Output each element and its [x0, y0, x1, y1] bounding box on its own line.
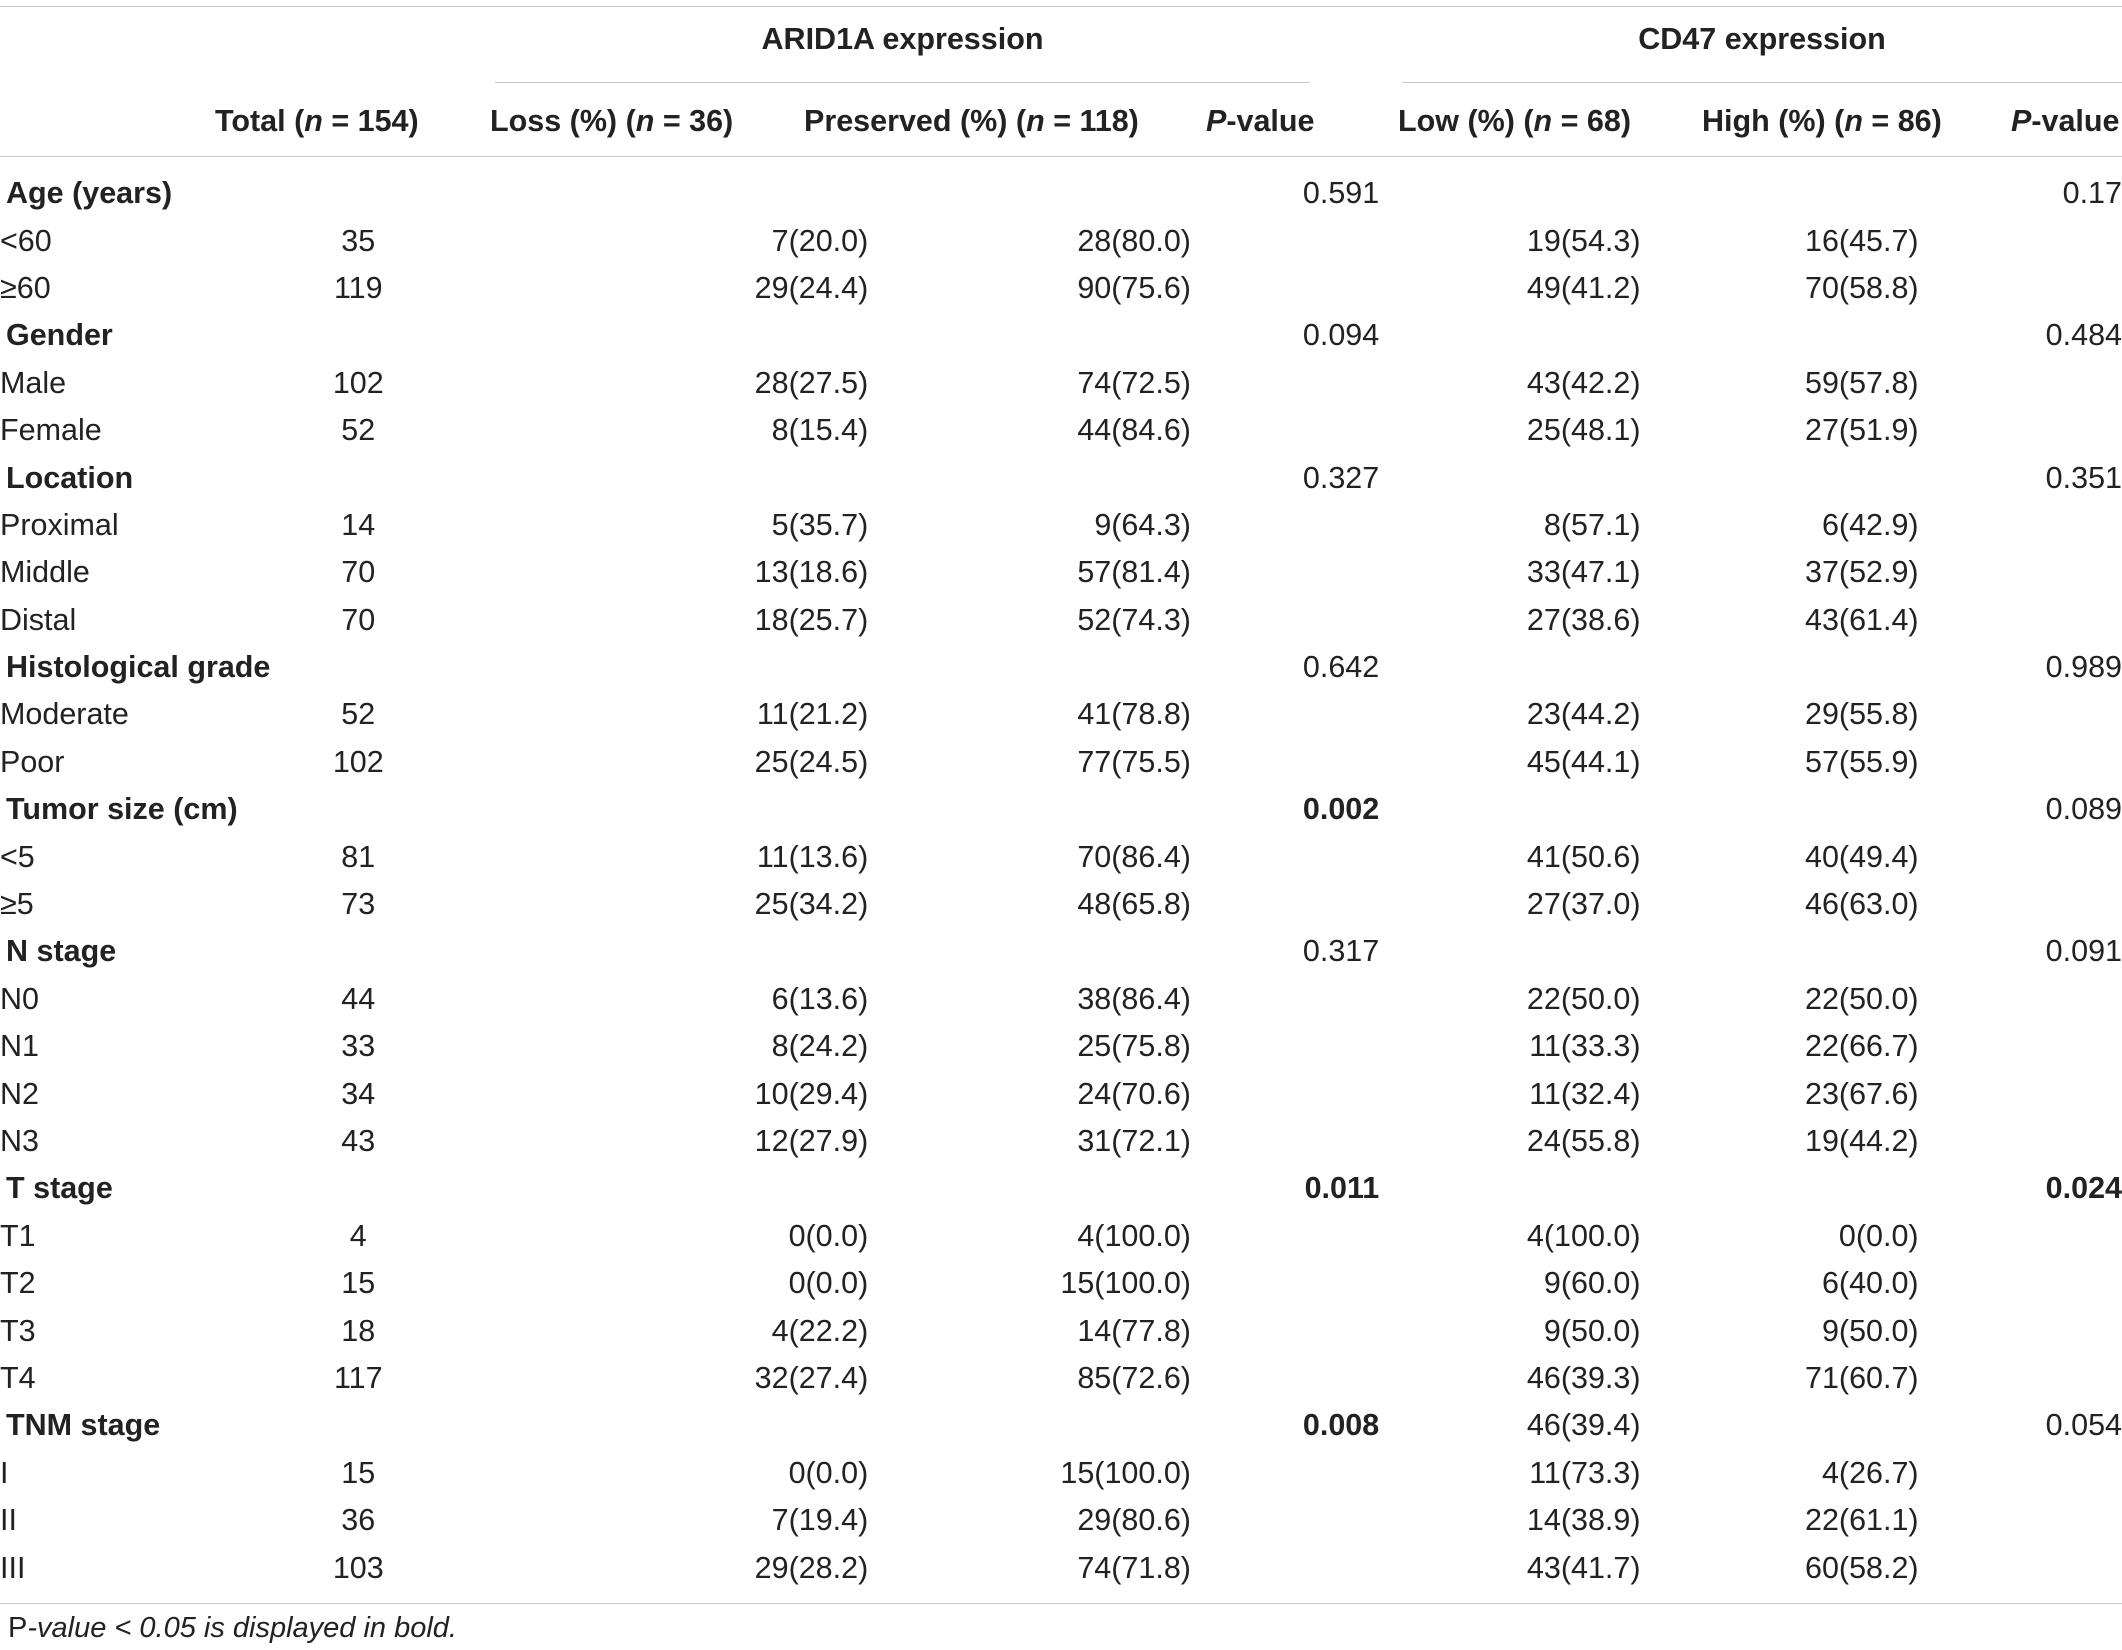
cd47-low-cell: 9(60.0)	[1543, 1266, 1641, 1301]
row-label: II	[0, 1503, 17, 1538]
cd47-low-cell: 43(41.7)	[1526, 1550, 1641, 1585]
total-cell	[270, 454, 446, 501]
cd47-high-cell: 57(55.9)	[1804, 744, 1919, 779]
cd47-low-cell: 4(100.0)	[1526, 1218, 1641, 1253]
cd47-low-cell: 11(32.4)	[1529, 1076, 1641, 1111]
preserved-cell: 15(100.0)	[1060, 1266, 1191, 1301]
cd47-high-cell: 9(50.0)	[1821, 1313, 1919, 1348]
preserved-cell: 77(75.5)	[1077, 744, 1191, 779]
col-header-pvalue-arid: P-value	[1206, 104, 1315, 138]
preserved-cell	[868, 454, 1191, 501]
cd47-high-cell: 46(63.0)	[1804, 887, 1919, 922]
cd47-high-cell	[1641, 1165, 1919, 1212]
row-label: N1	[0, 1029, 39, 1064]
loss-cell: 7(19.4)	[771, 1503, 869, 1538]
loss-cell: 0(0.0)	[788, 1266, 869, 1301]
row-label: ≥60	[0, 270, 51, 305]
preserved-cell: 9(64.3)	[1094, 507, 1191, 542]
table-row	[0, 217, 2122, 264]
row-label: Age (years)	[6, 176, 173, 211]
cd47-high-cell: 23(67.6)	[1804, 1076, 1919, 1111]
cd47-pvalue-cell	[1919, 833, 2122, 880]
preserved-cell	[868, 1165, 1191, 1212]
total-cell: 43	[341, 1124, 376, 1158]
cd47-group-header: CD47 expression	[1638, 22, 1886, 56]
cd47-pvalue-cell: 0.17	[2062, 176, 2122, 211]
cd47-high-cell: 22(50.0)	[1804, 981, 1919, 1016]
col-header-loss: Loss (%) (n = 36)	[490, 104, 734, 138]
total-cell	[270, 1402, 446, 1449]
cd47-high-cell: 19(44.2)	[1804, 1124, 1919, 1158]
cd47-low-cell: 46(39.3)	[1526, 1360, 1641, 1395]
table-row	[0, 1023, 2122, 1070]
row-label: Gender	[6, 318, 113, 353]
total-cell: 15	[341, 1266, 376, 1301]
total-cell: 73	[341, 887, 376, 922]
cd47-high-cell: 70(58.8)	[1804, 270, 1919, 305]
row-label: Histological grade	[6, 650, 271, 685]
arid1a-pvalue-cell: 0.591	[1302, 176, 1380, 211]
cd47-low-cell: 27(37.0)	[1526, 887, 1641, 922]
total-cell: 52	[341, 697, 376, 732]
cd47-pvalue-cell	[1919, 1023, 2122, 1070]
cd47-high-cell: 60(58.2)	[1804, 1550, 1919, 1585]
cd47-high-cell	[1641, 170, 1919, 217]
preserved-cell	[868, 644, 1191, 691]
arid1a-pvalue-cell	[1191, 1307, 1379, 1354]
preserved-cell: 90(75.6)	[1077, 270, 1191, 305]
cd47-low-cell	[1379, 312, 1640, 359]
arid1a-pvalue-cell	[1191, 691, 1379, 738]
preserved-cell: 14(77.8)	[1077, 1313, 1191, 1348]
loss-cell	[446, 928, 868, 975]
loss-cell: 6(13.6)	[771, 981, 869, 1016]
table-row	[0, 1213, 2122, 1260]
section-row	[0, 1402, 2122, 1449]
row-label: T3	[0, 1313, 36, 1348]
cd47-high-cell: 29(55.8)	[1804, 697, 1919, 732]
loss-cell: 18(25.7)	[754, 602, 869, 637]
row-label: Middle	[0, 555, 90, 590]
loss-cell: 25(24.5)	[754, 744, 869, 779]
cd47-pvalue-cell	[1919, 1450, 2122, 1497]
preserved-cell: 4(100.0)	[1077, 1218, 1191, 1253]
cd47-pvalue-cell	[1919, 1213, 2122, 1260]
arid1a-pvalue-cell: 0.011	[1304, 1171, 1380, 1206]
cd47-pvalue-cell	[1919, 217, 2122, 264]
table-row	[0, 360, 2122, 407]
section-row	[0, 786, 2122, 833]
row-label: T1	[0, 1218, 36, 1253]
cd47-pvalue-cell	[1919, 976, 2122, 1023]
cd47-pvalue-cell	[1919, 1260, 2122, 1307]
section-row	[0, 312, 2122, 359]
cd47-pvalue-cell	[1919, 1070, 2122, 1117]
cd47-low-cell: 27(38.6)	[1526, 602, 1641, 637]
cd47-pvalue-cell: 0.989	[2045, 650, 2122, 685]
preserved-cell: 24(70.6)	[1077, 1076, 1191, 1111]
preserved-cell	[868, 928, 1191, 975]
arid1a-pvalue-cell	[1191, 1355, 1379, 1402]
cd47-high-cell: 71(60.7)	[1804, 1360, 1919, 1395]
preserved-cell: 44(84.6)	[1077, 413, 1191, 448]
preserved-cell	[868, 170, 1191, 217]
loss-cell	[446, 170, 868, 217]
cd47-pvalue-cell	[1919, 1355, 2122, 1402]
table-row	[0, 976, 2122, 1023]
total-cell: 4	[349, 1218, 367, 1253]
cd47-high-cell: 6(40.0)	[1821, 1266, 1919, 1301]
preserved-cell: 70(86.4)	[1077, 839, 1191, 874]
loss-cell: 10(29.4)	[754, 1076, 869, 1111]
cd47-high-cell: 37(52.9)	[1804, 555, 1919, 590]
arid1a-pvalue-cell	[1191, 1213, 1379, 1260]
data-table	[0, 170, 2122, 1592]
cd47-low-cell: 49(41.2)	[1526, 270, 1641, 305]
loss-cell	[446, 1165, 868, 1212]
cd47-low-cell: 11(33.3)	[1529, 1029, 1641, 1064]
table-row	[0, 881, 2122, 928]
preserved-cell: 31(72.1)	[1077, 1124, 1191, 1158]
arid1a-pvalue-cell	[1191, 549, 1379, 596]
cd47-pvalue-cell	[1919, 1118, 2122, 1165]
total-cell	[270, 928, 446, 975]
cd47-pvalue-cell	[1919, 502, 2122, 549]
cd47-high-cell: 4(26.7)	[1821, 1455, 1919, 1490]
bottom-rule	[0, 1603, 2122, 1604]
table-row	[0, 1355, 2122, 1402]
loss-cell	[446, 312, 868, 359]
loss-cell	[446, 786, 868, 833]
loss-cell: 0(0.0)	[788, 1218, 869, 1253]
section-row	[0, 928, 2122, 975]
cd47-pvalue-cell	[1919, 597, 2122, 644]
section-row	[0, 170, 2122, 217]
cd47-low-cell	[1379, 170, 1640, 217]
total-cell: 35	[341, 223, 376, 258]
section-row	[0, 644, 2122, 691]
total-cell: 33	[341, 1029, 376, 1064]
table-row	[0, 1450, 2122, 1497]
cd47-high-cell: 22(66.7)	[1804, 1029, 1919, 1064]
cd47-group-rule	[1402, 82, 2122, 83]
cd47-pvalue-cell: 0.091	[2045, 934, 2122, 969]
cd47-low-cell	[1379, 1165, 1640, 1212]
total-cell	[270, 786, 446, 833]
cd47-pvalue-cell	[1919, 407, 2122, 454]
cd47-pvalue-cell	[1919, 691, 2122, 738]
arid1a-pvalue-cell	[1191, 833, 1379, 880]
cd47-low-cell: 14(38.9)	[1526, 1503, 1641, 1538]
total-cell: 102	[332, 744, 384, 779]
col-header-pvalue-cd47: P-value	[2011, 104, 2120, 138]
cd47-low-cell: 11(73.3)	[1529, 1455, 1641, 1490]
cd47-low-cell	[1379, 644, 1640, 691]
total-cell	[270, 644, 446, 691]
cd47-high-cell	[1641, 454, 1919, 501]
cd47-pvalue-cell	[1919, 881, 2122, 928]
table-row	[0, 549, 2122, 596]
table-row	[0, 502, 2122, 549]
cd47-high-cell: 59(57.8)	[1804, 365, 1919, 400]
footnote: P-value < 0.05 is displayed in bold.	[8, 1612, 457, 1644]
table-row	[0, 1260, 2122, 1307]
table-row	[0, 1070, 2122, 1117]
cd47-low-cell: 24(55.8)	[1526, 1124, 1641, 1158]
row-label: T stage	[6, 1171, 113, 1206]
cd47-pvalue-cell	[1919, 360, 2122, 407]
cd47-high-cell: 16(45.7)	[1804, 223, 1919, 258]
cd47-high-cell: 43(61.4)	[1804, 602, 1919, 637]
loss-cell: 0(0.0)	[788, 1455, 869, 1490]
row-label: N2	[0, 1076, 39, 1111]
loss-cell: 8(15.4)	[771, 413, 869, 448]
row-label: III	[0, 1550, 26, 1585]
cd47-high-cell: 0(0.0)	[1838, 1218, 1919, 1253]
arid1a-pvalue-cell	[1191, 1260, 1379, 1307]
row-label: Poor	[0, 744, 65, 779]
loss-cell: 12(27.9)	[754, 1124, 869, 1158]
col-header-low: Low (%) (n = 68)	[1398, 104, 1632, 138]
preserved-cell: 15(100.0)	[1060, 1455, 1191, 1490]
arid1a-pvalue-cell	[1191, 1070, 1379, 1117]
table-row	[0, 739, 2122, 786]
total-cell: 14	[341, 507, 376, 542]
loss-cell	[446, 644, 868, 691]
preserved-cell: 74(71.8)	[1077, 1550, 1191, 1585]
cd47-pvalue-cell	[1919, 1497, 2122, 1544]
arid1a-pvalue-cell: 0.327	[1302, 460, 1380, 495]
preserved-cell: 85(72.6)	[1077, 1360, 1191, 1395]
row-label: N3	[0, 1124, 39, 1158]
preserved-cell: 57(81.4)	[1077, 555, 1191, 590]
arid1a-pvalue-cell: 0.008	[1302, 1408, 1380, 1443]
preserved-cell: 38(86.4)	[1077, 981, 1191, 1016]
arid1a-pvalue-cell	[1191, 976, 1379, 1023]
cd47-pvalue-cell	[1919, 1544, 2122, 1591]
cd47-pvalue-cell: 0.054	[2045, 1408, 2122, 1443]
cd47-low-cell: 8(57.1)	[1543, 507, 1641, 542]
loss-cell: 25(34.2)	[754, 887, 869, 922]
cd47-pvalue-cell	[1919, 265, 2122, 312]
section-row	[0, 454, 2122, 501]
col-header-high: High (%) (n = 86)	[1702, 104, 1942, 138]
row-label: T4	[0, 1360, 36, 1395]
row-label: N0	[0, 981, 39, 1016]
total-cell: 18	[341, 1313, 376, 1348]
arid1a-pvalue-cell	[1191, 265, 1379, 312]
total-cell: 117	[333, 1360, 383, 1395]
cd47-low-cell: 9(50.0)	[1543, 1313, 1641, 1348]
preserved-cell: 28(80.0)	[1077, 223, 1191, 258]
cd47-high-cell: 22(61.1)	[1804, 1503, 1919, 1538]
cd47-pvalue-cell: 0.351	[2045, 460, 2122, 495]
table-row	[0, 1544, 2122, 1591]
cd47-pvalue-cell	[1919, 549, 2122, 596]
preserved-cell: 41(78.8)	[1077, 697, 1191, 732]
loss-cell: 5(35.7)	[771, 507, 869, 542]
cd47-low-cell: 43(42.2)	[1526, 365, 1641, 400]
row-label: Proximal	[0, 507, 119, 542]
loss-cell	[446, 454, 868, 501]
arid1a-pvalue-cell	[1191, 1118, 1379, 1165]
table-row	[0, 597, 2122, 644]
arid1a-pvalue-cell	[1191, 881, 1379, 928]
total-cell: 44	[341, 981, 376, 1016]
arid1a-pvalue-cell	[1191, 1023, 1379, 1070]
cd47-low-cell: 19(54.3)	[1526, 223, 1641, 258]
cd47-pvalue-cell	[1919, 739, 2122, 786]
table-row	[0, 691, 2122, 738]
cd47-low-cell	[1379, 786, 1640, 833]
cd47-pvalue-cell: 0.484	[2045, 318, 2122, 353]
loss-cell: 7(20.0)	[771, 223, 869, 258]
cd47-low-cell	[1379, 928, 1640, 975]
preserved-cell	[868, 312, 1191, 359]
table-row	[0, 1497, 2122, 1544]
loss-cell: 29(24.4)	[754, 270, 869, 305]
arid1a-pvalue-cell	[1191, 1497, 1379, 1544]
arid1a-pvalue-cell: 0.317	[1302, 934, 1380, 969]
cd47-low-cell: 46(39.4)	[1526, 1408, 1641, 1443]
cd47-pvalue-cell: 0.089	[2045, 792, 2122, 827]
cd47-low-cell: 45(44.1)	[1526, 744, 1641, 779]
arid1a-pvalue-cell	[1191, 502, 1379, 549]
loss-cell	[446, 1402, 868, 1449]
loss-cell: 8(24.2)	[771, 1029, 869, 1064]
arid1a-pvalue-cell	[1191, 1544, 1379, 1591]
section-row	[0, 1165, 2122, 1212]
arid1a-pvalue-cell	[1191, 360, 1379, 407]
total-cell: 119	[333, 270, 383, 305]
preserved-cell	[868, 786, 1191, 833]
table-body	[0, 170, 2122, 1592]
total-cell: 15	[341, 1455, 376, 1490]
table-row	[0, 265, 2122, 312]
loss-cell: 11(21.2)	[756, 697, 869, 732]
preserved-cell: 52(74.3)	[1077, 602, 1191, 637]
total-cell	[270, 170, 446, 217]
row-label: Male	[0, 365, 67, 400]
preserved-cell	[868, 1402, 1191, 1449]
row-label: Distal	[0, 602, 77, 637]
cd47-low-cell: 22(50.0)	[1526, 981, 1641, 1016]
loss-cell: 13(18.6)	[754, 555, 869, 590]
preserved-cell: 74(72.5)	[1077, 365, 1191, 400]
cd47-high-cell	[1641, 644, 1919, 691]
arid1a-pvalue-cell: 0.642	[1302, 650, 1380, 685]
preserved-cell: 29(80.6)	[1077, 1503, 1191, 1538]
arid1a-pvalue-cell: 0.094	[1302, 318, 1380, 353]
row-label: <60	[0, 223, 52, 258]
row-label: <5	[0, 839, 35, 874]
top-rule	[0, 6, 2122, 7]
arid1a-group-header: ARID1A expression	[761, 22, 1044, 56]
preserved-cell: 48(65.8)	[1077, 887, 1191, 922]
total-cell: 81	[341, 839, 376, 874]
table-row	[0, 1118, 2122, 1165]
arid1a-pvalue-cell	[1191, 407, 1379, 454]
cd47-high-cell	[1641, 312, 1919, 359]
row-label: ≥5	[0, 887, 34, 922]
cd47-high-cell: 40(49.4)	[1804, 839, 1919, 874]
cd47-low-cell: 33(47.1)	[1526, 555, 1641, 590]
row-label: N stage	[6, 934, 117, 969]
total-cell	[270, 1165, 446, 1212]
cd47-pvalue-cell	[1919, 1307, 2122, 1354]
loss-cell: 28(27.5)	[754, 365, 869, 400]
loss-cell: 32(27.4)	[754, 1360, 869, 1395]
arid1a-pvalue-cell	[1191, 597, 1379, 644]
arid1a-pvalue-cell	[1191, 217, 1379, 264]
header-rule	[0, 156, 2122, 157]
cd47-high-cell	[1641, 1402, 1919, 1449]
preserved-cell: 25(75.8)	[1077, 1029, 1191, 1064]
arid1a-pvalue-cell	[1191, 1450, 1379, 1497]
cd47-high-cell: 6(42.9)	[1821, 507, 1919, 542]
row-label: TNM stage	[6, 1408, 161, 1443]
loss-cell: 29(28.2)	[754, 1550, 869, 1585]
total-cell: 52	[341, 413, 376, 448]
total-cell: 102	[332, 365, 384, 400]
arid1a-group-rule	[495, 82, 1310, 83]
total-cell: 34	[341, 1076, 376, 1111]
cd47-high-cell	[1641, 928, 1919, 975]
table-row	[0, 407, 2122, 454]
col-header-preserved: Preserved (%) (n = 118)	[804, 104, 1139, 138]
cd47-high-cell: 27(51.9)	[1804, 413, 1919, 448]
cd47-low-cell: 41(50.6)	[1526, 839, 1641, 874]
cd47-pvalue-cell: 0.024	[2045, 1171, 2122, 1206]
total-cell: 70	[341, 555, 376, 590]
table-row	[0, 833, 2122, 880]
total-cell: 70	[341, 602, 376, 637]
cd47-low-cell: 23(44.2)	[1526, 697, 1641, 732]
total-cell: 103	[332, 1550, 384, 1585]
row-label: Female	[0, 413, 102, 448]
cd47-low-cell	[1379, 454, 1640, 501]
arid1a-pvalue-cell	[1191, 739, 1379, 786]
col-header-total: Total (n = 154)	[215, 104, 419, 138]
arid1a-pvalue-cell: 0.002	[1302, 792, 1380, 827]
total-cell	[270, 312, 446, 359]
row-label: Tumor size (cm)	[6, 792, 238, 827]
row-label: Location	[6, 460, 134, 495]
row-label: T2	[0, 1266, 36, 1301]
total-cell: 36	[341, 1503, 376, 1538]
loss-cell: 4(22.2)	[771, 1313, 869, 1348]
row-label: I	[0, 1455, 9, 1490]
table-row	[0, 1307, 2122, 1354]
loss-cell: 11(13.6)	[756, 839, 869, 874]
row-label: Moderate	[0, 697, 129, 732]
cd47-high-cell	[1641, 786, 1919, 833]
cd47-low-cell: 25(48.1)	[1526, 413, 1641, 448]
